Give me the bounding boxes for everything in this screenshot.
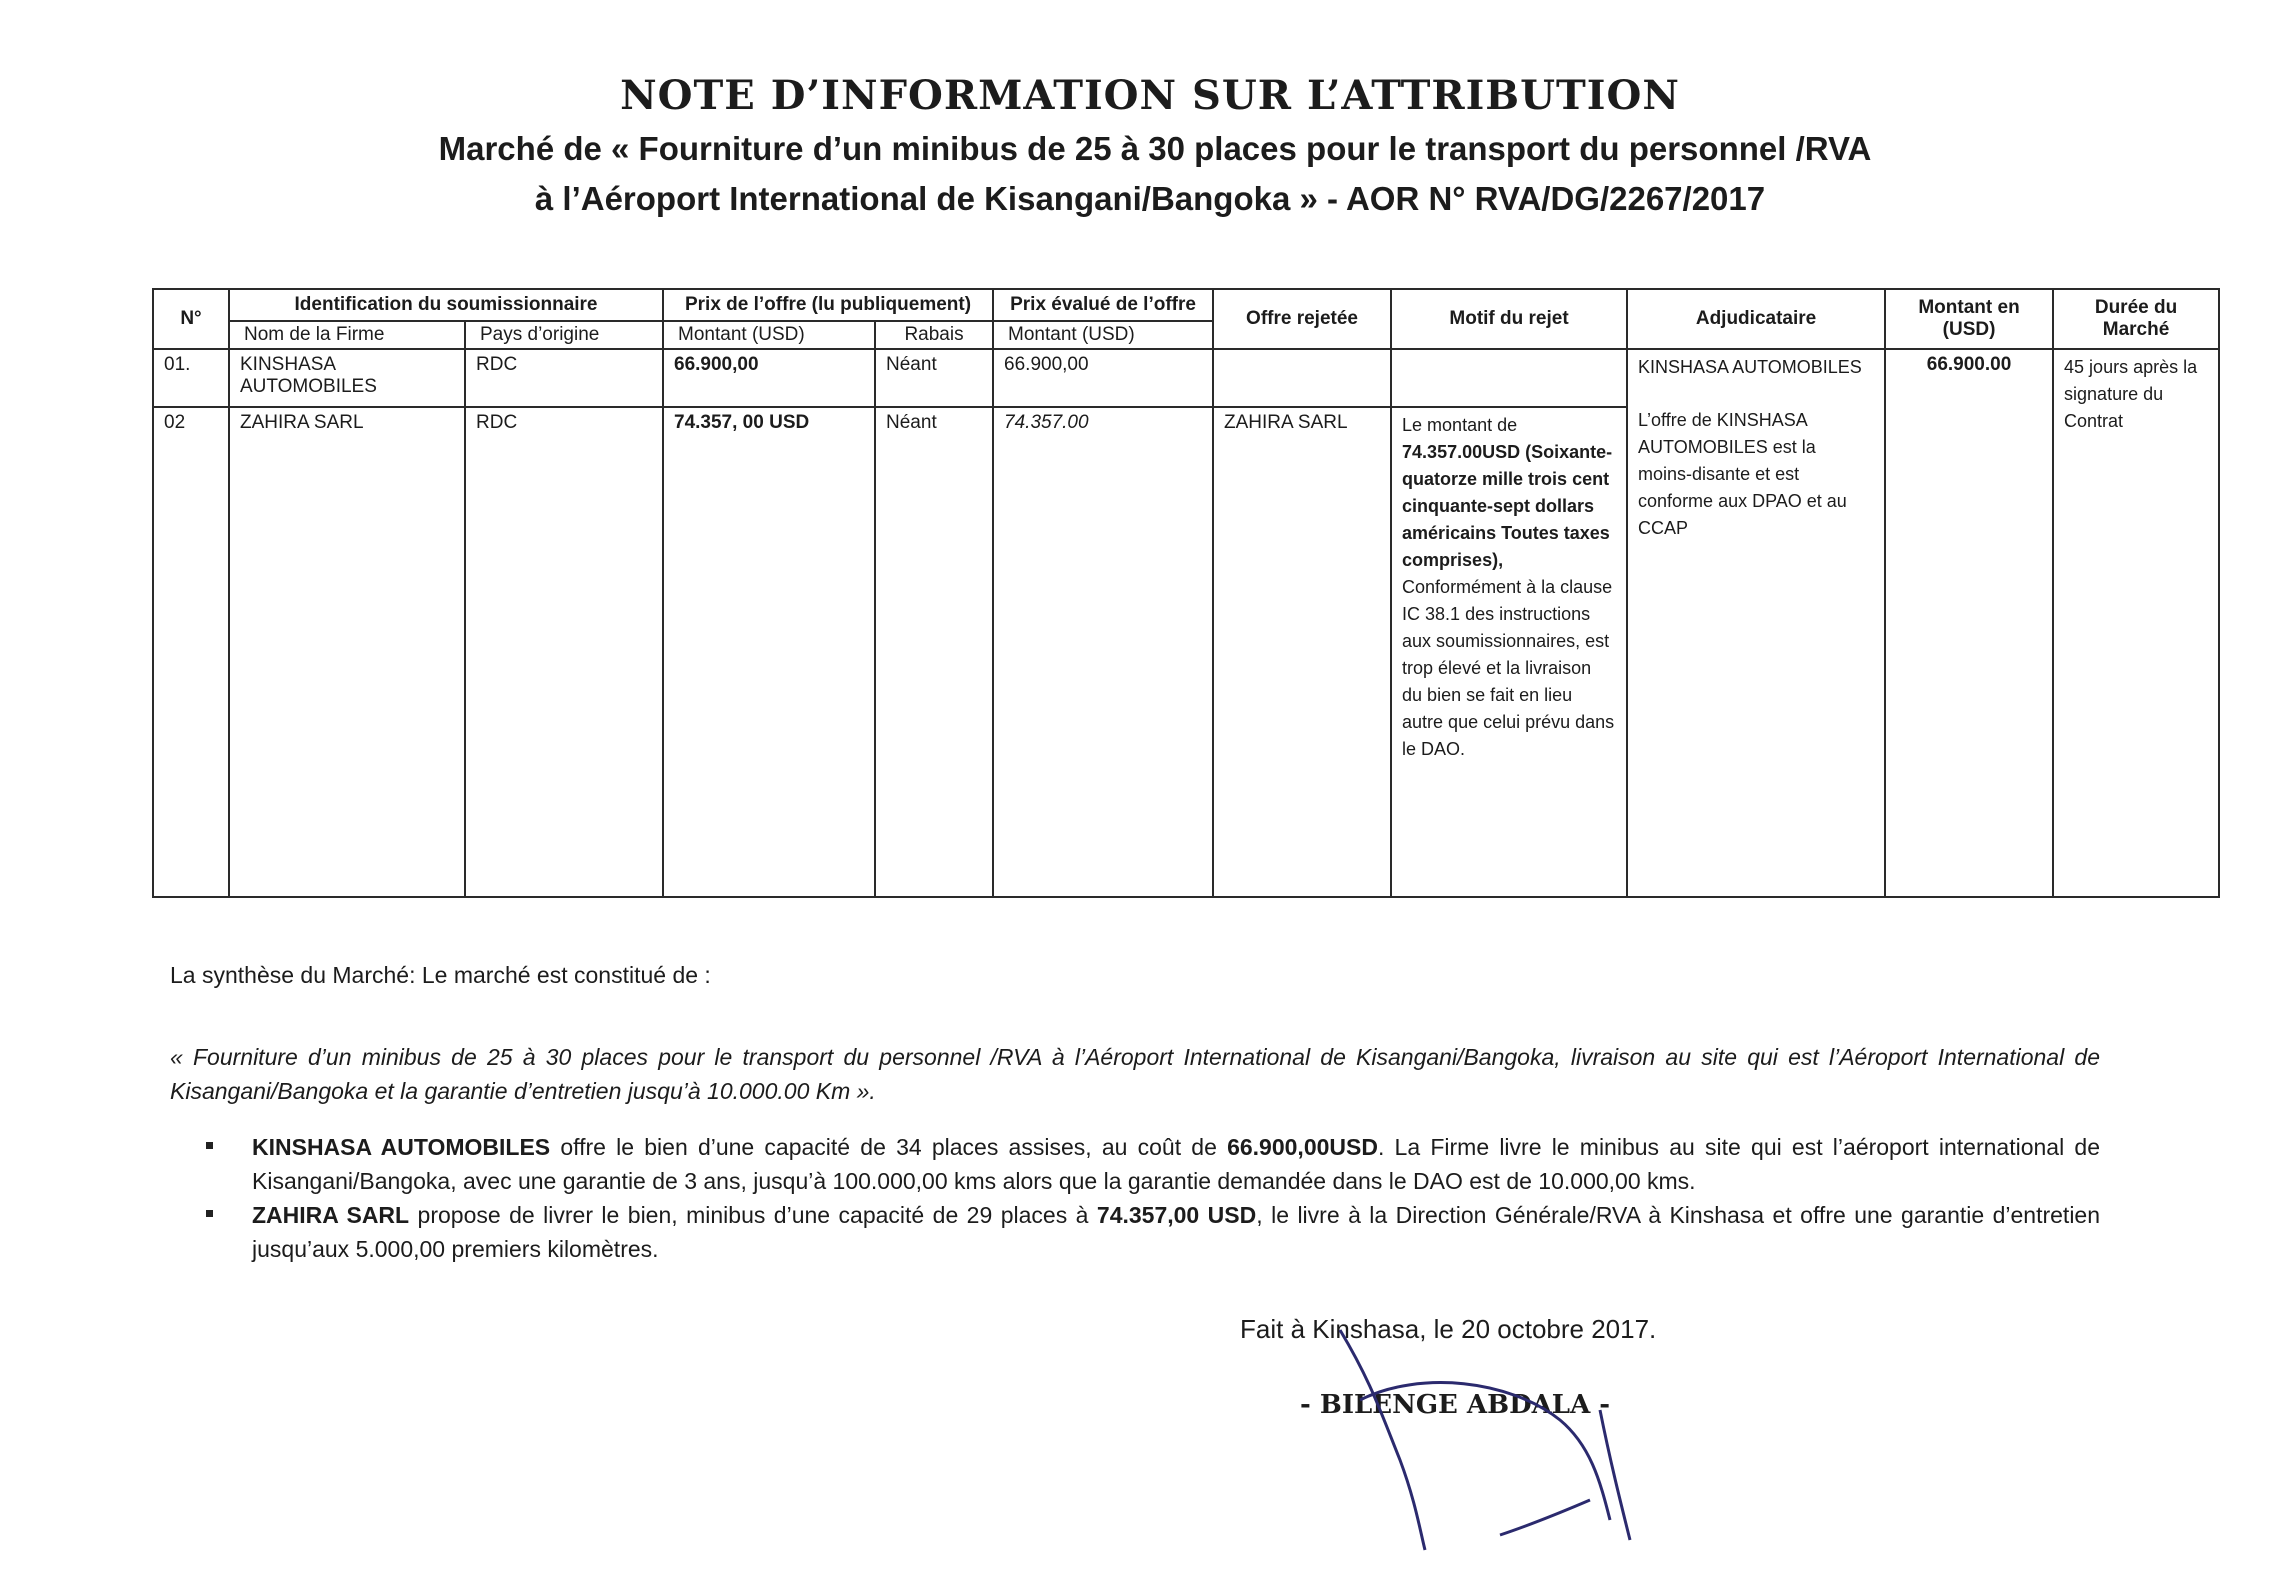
cell-firm: KINSHASA AUTOMOBILES — [229, 349, 465, 407]
adjudicataire-note: L’offre de KINSHASA AUTOMOBILES est la moins-disante et est conforme aux DPAO et au CCAP — [1638, 410, 1847, 538]
award-table — [152, 288, 2220, 898]
subheader-pays: Pays d’origine — [465, 321, 663, 349]
adjudicataire-name: KINSHASA AUTOMOBILES — [1638, 357, 1862, 377]
motif-reason: Conformément à la clause IC 38.1 des instructions aux soumissionnaires, est trop élevé et la livraison du bien se fait en lieu autre que celui prévu dans le DAO. — [1402, 577, 1615, 759]
header-motif: Motif du rejet — [1391, 289, 1627, 349]
cell-country: RDC — [465, 407, 663, 897]
cell-rabais: Néant — [875, 349, 993, 407]
synthese-intro: La synthèse du Marché: Le marché est constitué de : — [170, 962, 711, 988]
cell-amount: 74.357, 00 USD — [663, 407, 875, 897]
header-no: N° — [153, 289, 229, 349]
bullet1-text-a: offre le bien d’une capacité de 34 places assises, au coût de — [560, 1134, 1217, 1160]
cell-no: 02 — [153, 407, 229, 897]
cell-evaluated: 74.357.00 — [993, 407, 1213, 897]
cell-country: RDC — [465, 349, 663, 407]
cell-rejected: ZAHIRA SARL — [1213, 407, 1391, 897]
signature-icon — [1300, 1310, 1680, 1570]
bullet-square-icon — [206, 1142, 213, 1149]
header-identification: Identification du soumissionnaire — [229, 289, 663, 321]
subheader-rabais: Rabais — [875, 321, 993, 349]
motif-amount: 74.357.00USD (Soixante-quatorze mille trois cent cinquante-sept dollars américains Toutes taxes comprises), — [1402, 442, 1613, 570]
header-prix-evalue: Prix évalué de l’offre — [993, 289, 1213, 321]
list-item — [200, 1130, 2100, 1198]
place-date: Fait à Kinshasa, le 20 octobre 2017. — [1240, 1314, 1657, 1344]
document-subtitle-line1: Marché de « Fourniture d’un minibus de 25 à 30 places pour le transport du personnel /RVA — [438, 130, 1872, 167]
synthese-quote: « Fourniture d’un minibus de 25 à 30 places pour le transport du personnel /RVA à l’Aéroport International de Kisangani/Bangoka, livraison au site qui est l’Aéroport International de Kisangani/Bangoka et la garantie d’entretien jusqu’à 10.000.00 Km ». — [170, 1044, 2100, 1104]
bullet-square-icon — [206, 1210, 213, 1217]
bullet2-text-a: propose de livrer le bien, minibus d’une capacité de 29 places à — [417, 1202, 1089, 1228]
table-header-row — [153, 289, 2219, 321]
header-adjudicataire: Adjudicataire — [1627, 289, 1885, 349]
header-duree: Durée du Marché — [2053, 289, 2219, 349]
cell-evaluated: 66.900,00 — [993, 349, 1213, 407]
bullet2-amount: 74.357,00 USD — [1096, 1202, 1257, 1228]
header-offre-rejetee: Offre rejetée — [1213, 289, 1391, 349]
cell-amount: 66.900,00 — [663, 349, 875, 407]
cell-rejected — [1213, 349, 1391, 407]
bullet1-firm: KINSHASA AUTOMOBILES — [252, 1134, 551, 1160]
cell-montant-total: 66.900.00 — [1885, 349, 2053, 897]
bullet2-text-b: , le livre à la Direction Générale/RVA à Kinshasa et offre une garantie d’entretien jusqu’aux 5.000,00 premiers kilomètres. — [252, 1202, 2101, 1262]
cell-motif — [1391, 349, 1627, 407]
signer-name: - BILENGE ABDALA - — [1300, 1390, 1611, 1420]
header-montant: Montant en (USD) — [1885, 289, 2053, 349]
list-item — [200, 1198, 2100, 1266]
header-prix-offre: Prix de l’offre (lu publiquement) — [663, 289, 993, 321]
bullet1-text-b: . La Firme livre le minibus au site qui est l’aéroport international de Kisangani/Bangoka, avec une garantie de 3 ans, jusqu’à 100.000,00 kms alors que la garantie demandée dans le DAO est de 10.000,00 kms. — [252, 1134, 2100, 1194]
subheader-montant-evalue: Montant (USD) — [993, 321, 1213, 349]
synthese-bullets — [200, 1130, 2100, 1266]
cell-motif — [1391, 407, 1627, 897]
subheader-montant: Montant (USD) — [663, 321, 875, 349]
cell-adjudicataire — [1627, 349, 1885, 897]
bullet2-firm: ZAHIRA SARL — [252, 1202, 410, 1228]
cell-firm: ZAHIRA SARL — [229, 407, 465, 897]
subheader-nom: Nom de la Firme — [229, 321, 465, 349]
cell-duree: 45 jours après la signature du Contrat — [2053, 349, 2219, 897]
cell-rabais: Néant — [875, 407, 993, 897]
table-row — [153, 349, 2219, 407]
cell-no: 01. — [153, 349, 229, 407]
bullet1-amount: 66.900,00USD — [1227, 1134, 1378, 1160]
motif-intro: Le montant de — [1402, 415, 1518, 435]
document-subtitle-line2: à l’Aéroport International de Kisangani/Bangoka » - AOR N° RVA/DG/2267/2017 — [534, 180, 1766, 217]
document-title: NOTE D’INFORMATION SUR L’ATTRIBUTION — [620, 72, 1680, 119]
